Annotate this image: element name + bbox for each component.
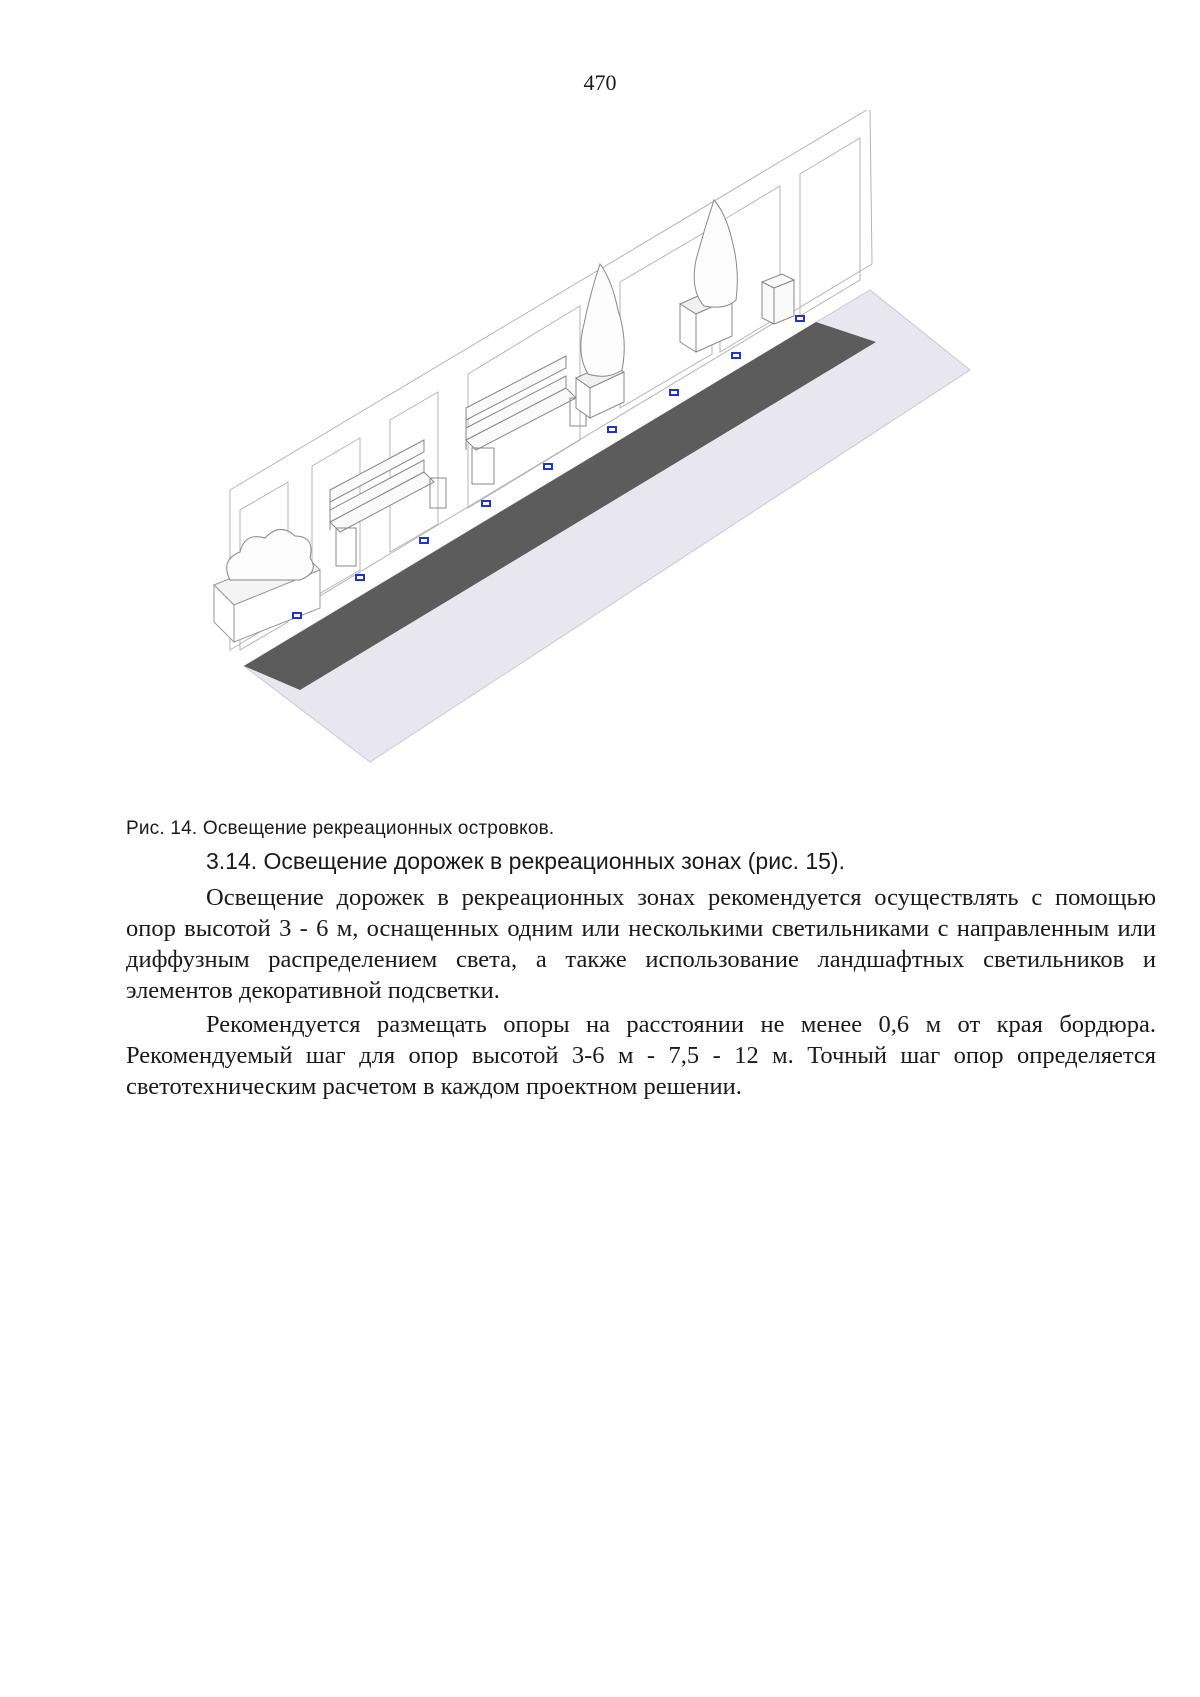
litter-bin [762, 274, 794, 324]
figure-illustration [200, 110, 1060, 770]
light-marker [670, 390, 678, 395]
light-marker [482, 501, 490, 506]
light-marker [544, 464, 552, 469]
section-heading: 3.14. Освещение дорожек в рекреационных зонах (рис. 15). [206, 848, 845, 874]
planter-tree-1 [576, 264, 624, 418]
bench-1 [330, 440, 446, 566]
page-number: 470 [583, 70, 617, 95]
light-marker [356, 575, 364, 580]
light-marker [420, 538, 428, 543]
figure-caption: Рис. 14. Освещение рекреационных островков. [126, 818, 555, 839]
planter-tree-2 [680, 200, 737, 352]
light-marker [732, 353, 740, 358]
paragraph-text: Рекомендуется размещать опоры на расстоянии не менее 0,6 м от края бордюра. Рекомендуемый шаг для опор высотой 3-6 м - 7,5 - 12 м. Точный шаг опор определяется светотехническим расчетом в каждом проектном решении. [126, 1011, 1156, 1100]
light-marker [796, 316, 804, 321]
light-marker [608, 427, 616, 432]
paragraph-text: Освещение дорожек в рекреационных зонах рекомендуется осуществлять с помощью опор высотой 3 - 6 м, оснащенных одним или несколькими светильниками с направленным или диффузным распределением света, а также использование ландшафтных светильников и элементов декоративной подсветки. [126, 884, 1156, 1004]
paragraph-1 [126, 882, 1156, 1006]
paragraph-2 [126, 1009, 1156, 1102]
bench-2 [466, 356, 586, 484]
light-marker [293, 613, 301, 618]
